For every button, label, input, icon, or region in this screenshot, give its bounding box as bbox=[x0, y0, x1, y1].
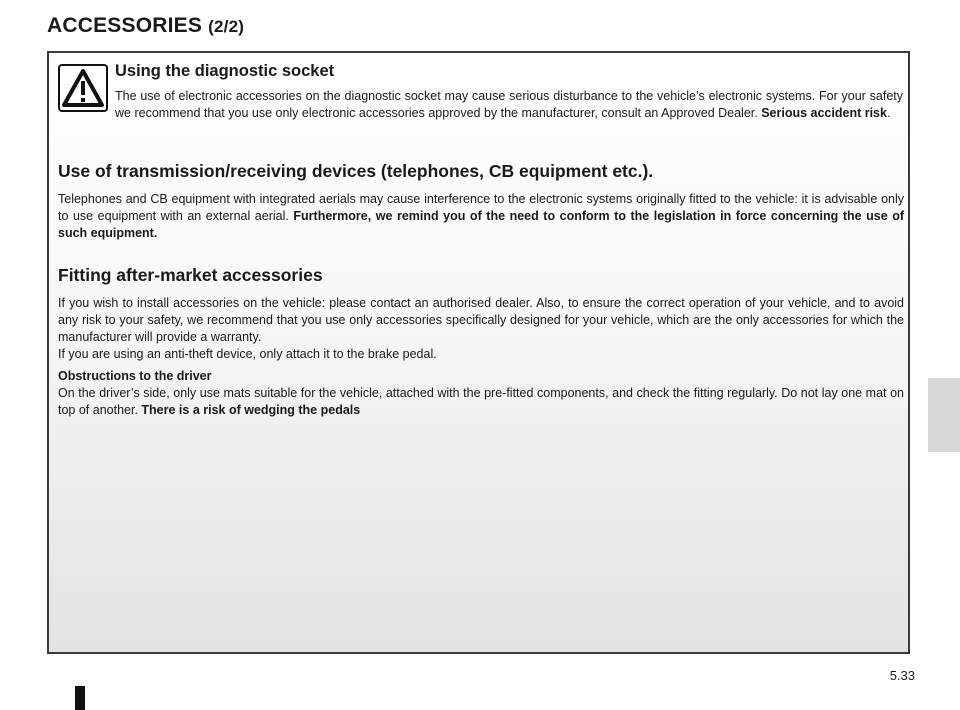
fitting-section bbox=[58, 265, 904, 363]
fitting-note: If you are using an anti-theft device, only attach it to the brake pedal. bbox=[58, 347, 437, 361]
transmission-section bbox=[58, 161, 904, 242]
warning-title: Using the diagnostic socket bbox=[115, 62, 335, 80]
obstructions-text-emphasis: There is a risk of wedging the pedals bbox=[141, 403, 361, 417]
page-title-text: ACCESSORIES bbox=[47, 14, 203, 37]
warning-text-body: The use of electronic accessories on the diagnostic socket may cause serious disturbance to the vehicle’s electronic systems. For your safety we recommend that you use only electronic accessories approved by the manufacturer, consult an Approved Dealer. bbox=[115, 89, 903, 120]
warning-text-end: . bbox=[886, 106, 891, 120]
content-box bbox=[47, 51, 910, 654]
obstructions-title: Obstructions to the driver bbox=[58, 369, 212, 383]
transmission-title: Use of transmission/receiving devices (telephones, CB equipment etc.). bbox=[58, 161, 654, 181]
fitting-text: If you wish to install accessories on the vehicle: please contact an authorised dealer. Also, to ensure the correct operation of your vehicle, and to avoid any risk to your safety, we recommend that you use only accessories specifically designed for your vehicle, which are the only accessories for which the manufacturer will provide a warranty. bbox=[58, 296, 904, 344]
obstructions-text-body: On the driver’s side, only use mats suitable for the vehicle, attached with the pre-fitted components, and check the fitting regularly. Do not lay one mat on top of another. bbox=[58, 386, 904, 417]
warning-text bbox=[115, 88, 903, 122]
chapter-tab bbox=[928, 378, 960, 452]
page-title bbox=[47, 14, 244, 38]
transmission-text bbox=[58, 191, 904, 242]
obstructions-text bbox=[58, 385, 904, 419]
corner-mark bbox=[75, 686, 85, 710]
transmission-text-body: Telephones and CB equipment with integrated aerials may cause interference to the electronic systems originally fitted to the vehicle: it is advisable only to use equipment with an external aerial. bbox=[58, 192, 904, 223]
page-title-part: (2/2) bbox=[208, 17, 245, 36]
transmission-text-emphasis: Furthermore, we remind you of the need to conform to the legislation in force concerning the use of such equipment. bbox=[58, 209, 904, 240]
warning-block bbox=[58, 62, 903, 122]
obstructions-section bbox=[58, 368, 904, 419]
page-number: 5.33 bbox=[889, 668, 915, 683]
warning-triangle-icon bbox=[58, 64, 108, 112]
warning-text-emphasis: Serious accident risk bbox=[761, 106, 887, 120]
fitting-title: Fitting after-market accessories bbox=[58, 265, 323, 285]
